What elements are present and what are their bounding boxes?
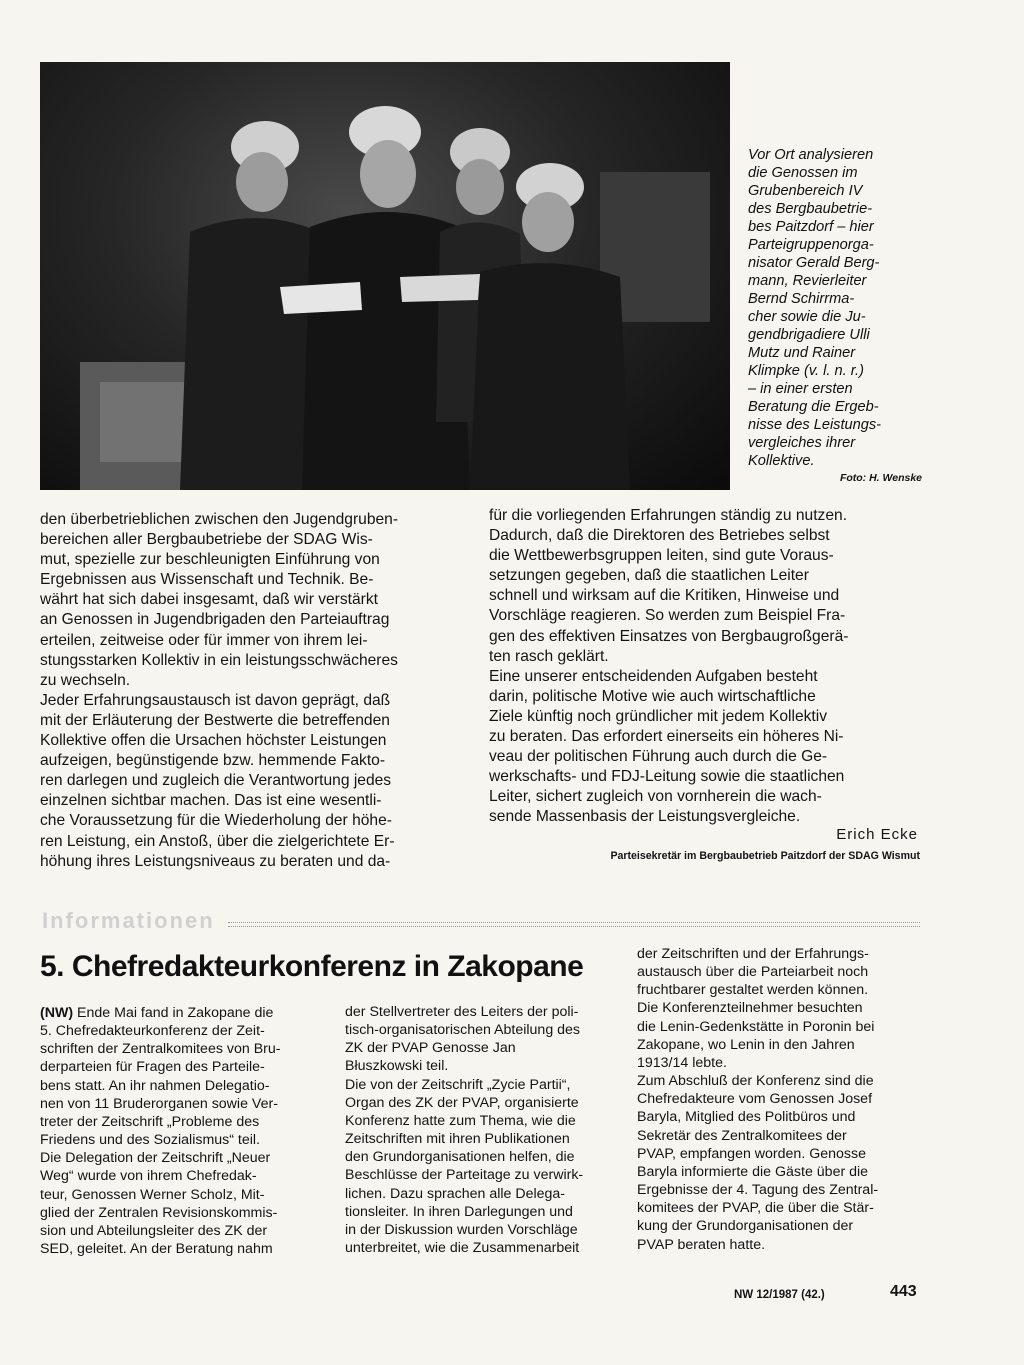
text-line: nen von 11 Bruderorganen sowie Ver- xyxy=(40,1095,278,1112)
text-line: Friedens und des Sozialismus“ teil. xyxy=(40,1132,261,1149)
text-line: austausch über die Parteiarbeit noch xyxy=(637,964,869,981)
photo-credit: Foto: H. Wenske xyxy=(839,472,922,484)
text-line: sende Massenbasis der Leistungsvergleiche. xyxy=(489,808,801,826)
text-line: Die Delegation der Zeitschrift „Neuer xyxy=(40,1150,271,1167)
caption-line: nisator Gerald Berg- xyxy=(748,255,880,271)
section-label: Informationen xyxy=(42,908,215,933)
text-line: Błuszkowski teil. xyxy=(345,1058,449,1075)
text-line: werkschafts- und FDJ-Leitung sowie die staatlichen xyxy=(489,768,845,786)
caption-line: Vor Ort analysieren xyxy=(748,147,874,163)
caption-line: die Genossen im xyxy=(748,165,858,181)
text-line: ren darlegen und zugleich die Verantwortung jedes xyxy=(40,772,392,790)
text-line: Jeder Erfahrungsaustausch ist davon geprägt, daß xyxy=(40,691,391,709)
text-line: Dadurch, daß die Direktoren des Betriebes selbst xyxy=(489,527,830,545)
text-line: höhung ihres Leistungsniveaus zu beraten und da- xyxy=(40,852,391,870)
section-divider xyxy=(228,922,920,927)
text-line: tionsleiter. In ihren Darlegungen und xyxy=(345,1203,573,1220)
text-line: in der Diskussion wurden Vorschläge xyxy=(345,1221,578,1238)
source-tag: (NW) xyxy=(40,1005,74,1021)
text-line: Sekretär des Zentralkomitees der xyxy=(637,1127,847,1144)
text-line: Leiter, sichert zugleich von vornherein die wach- xyxy=(489,788,822,806)
text-line: setzungen gegeben, daß die staatlichen Leiter xyxy=(489,567,809,585)
text-line: Kollektive offen die Ursachen höchster Leistungen xyxy=(40,732,387,750)
text-line: einzelnen sichtbar machen. Das ist eine wesentli- xyxy=(40,792,382,810)
text-line: Eine unserer entscheidenden Aufgaben besteht xyxy=(489,667,818,685)
caption-line: cher sowie die Ju- xyxy=(748,309,866,325)
text-line: Ziele künftig noch gründlicher mit jedem Kollektiv xyxy=(489,707,828,725)
text-line: Ergebnissen aus Wissenschaft und Technik. Be- xyxy=(40,571,374,589)
article1-column-right xyxy=(489,506,917,828)
text-line: für die vorliegenden Erfahrungen ständig zu nutzen. xyxy=(489,507,848,524)
text-line: schnell und wirksam auf die Kritiken, Hinweise und xyxy=(489,587,840,605)
text-line: teur, Genossen Werner Scholz, Mit- xyxy=(40,1186,265,1203)
caption-line: Klimpke (v. l. n. r.) xyxy=(748,363,864,379)
text-line: Organ des ZK der PVAP, organisierte xyxy=(345,1094,579,1111)
caption-line: vergleiches ihrer xyxy=(748,435,856,451)
caption-line: des Bergbaubetrie- xyxy=(748,201,873,217)
text-line: ZK der PVAP Genosse Jan xyxy=(345,1040,516,1057)
photo-caption xyxy=(748,146,923,470)
caption-line: Bernd Schirrma- xyxy=(748,291,855,307)
caption-line: Beratung die Ergeb- xyxy=(748,399,879,415)
text-line: schriften der Zentralkomitees von Bru- xyxy=(40,1041,281,1058)
text-line: mut, spezielle zur beschleunigten Einführung von xyxy=(40,551,380,569)
caption-line: Mutz und Rainer xyxy=(748,345,856,361)
text-line: tisch-organisatorischen Abteilung des xyxy=(345,1022,581,1039)
text-line: kung der Grundorganisationen der xyxy=(637,1218,854,1235)
caption-line: Kollektive. xyxy=(748,453,815,469)
text-line: zu beraten. Das erfordert einerseits ein höheres Ni- xyxy=(489,728,844,746)
miners-photo-illustration xyxy=(40,62,730,490)
article2-column-3 xyxy=(637,945,920,1254)
text-line: Vorschläge reagieren. So werden zum Beispiel Fra- xyxy=(489,607,846,625)
text-line: der Stellvertreter des Leiters der poli- xyxy=(345,1004,579,1020)
text-line: an Genossen in Jugendbrigaden den Parteiauftrag xyxy=(40,611,390,629)
text-line: Ergebnisse der 4. Tagung des Zentral- xyxy=(637,1182,879,1199)
text-line: der Zeitschriften und der Erfahrungs- xyxy=(637,946,869,962)
text-line: Beschlüsse der Parteitage zu verwirk- xyxy=(345,1167,584,1184)
text-line: fruchtbarer gestaltet werden können. xyxy=(637,982,869,999)
text-line: Zakopane, wo Lenin in den Jahren xyxy=(637,1036,855,1053)
article2-column-1 xyxy=(40,1004,320,1258)
issue-reference: NW 12/1987 (42.) xyxy=(734,1289,825,1301)
text-line: Konferenz hatte zum Thema, wie die xyxy=(345,1112,576,1129)
text-line: mit der Erläuterung der Bestwerte die betreffenden xyxy=(40,711,390,729)
article2-headline: 5. Chefredakteurkonferenz in Zakopane xyxy=(40,950,584,983)
author-role: Parteisekretär im Bergbaubetrieb Paitzdorf der SDAG Wismut xyxy=(610,850,920,862)
text-line: derparteien für Fragen des Parteile- xyxy=(40,1059,265,1076)
text-line: Baryla, Mitglied des Politbüros und xyxy=(637,1109,856,1126)
text-line: Weg“ wurde von ihrem Chefredak- xyxy=(40,1168,257,1185)
text-line: lichen. Dazu sprachen alle Delega- xyxy=(345,1185,566,1202)
text-line: 5. Chefredakteurkonferenz der Zeit- xyxy=(40,1023,265,1040)
text-line: Zeitschriften mit ihren Publikationen xyxy=(345,1131,570,1148)
text-line: Die Konferenzteilnehmer besuchten xyxy=(637,1000,863,1017)
text-line: che Voraussetzung für die Wiederholung der höhe- xyxy=(40,812,392,830)
article2-column-2 xyxy=(345,1003,622,1257)
text-line: stungsstarken Kollektiv in ein leistungsschwächeres xyxy=(40,651,398,669)
text-line: währt hat sich dabei insgesamt, daß wir verstärkt xyxy=(40,591,378,609)
text-line: bens statt. An ihr nahmen Delegatio- xyxy=(40,1077,270,1094)
text-line: glied der Zentralen Revisionskommis- xyxy=(40,1204,278,1221)
text-line: SED, geleitet. An der Beratung nahm xyxy=(40,1241,273,1258)
text-line: treter der Zeitschrift „Probleme des xyxy=(40,1113,260,1130)
text-line: den überbetrieblichen zwischen den Jugendgruben- xyxy=(40,511,399,528)
text-line xyxy=(40,1004,320,1022)
text-line: PVAP, empfangen worden. Genosse xyxy=(637,1145,866,1162)
text-line: 1913/14 lebte. xyxy=(637,1054,727,1071)
text-line: ren Leistung, ein Anstoß, über die zielgerichtete Er- xyxy=(40,832,395,850)
text-line: die Wettbewerbsgruppen leiten, sind gute Voraus- xyxy=(489,547,834,565)
text-line: den Grundorganisationen helfen, die xyxy=(345,1149,575,1166)
miners-photo xyxy=(40,62,730,490)
caption-line: nisse des Leistungs- xyxy=(748,417,882,433)
text-line: sion und Abteilungsleiter des ZK der xyxy=(40,1222,268,1239)
caption-line: Grubenbereich IV xyxy=(748,183,863,199)
text-line: erteilen, zeitweise oder für immer von ihrem lei- xyxy=(40,631,368,649)
text-line: Baryla informierte die Gäste über die xyxy=(637,1163,869,1180)
text-line: darin, politische Motive wie auch wirtschaftliche xyxy=(489,687,816,705)
caption-line: bes Paitzdorf – hier xyxy=(748,219,874,235)
text-line: Ende Mai fand in Zakopane die xyxy=(77,1005,274,1021)
text-line: veau der politischen Führung auch durch die Ge- xyxy=(489,748,828,766)
caption-line: mann, Revierleiter xyxy=(748,273,867,289)
caption-line: – in einer ersten xyxy=(748,381,853,397)
text-line: die Lenin-Gedenkstätte in Poronin bei xyxy=(637,1018,875,1035)
caption-line: Parteigruppenorga- xyxy=(748,237,874,253)
text-line: bereichen aller Bergbaubetriebe der SDAG Wis- xyxy=(40,531,373,549)
article1-column-left xyxy=(40,510,468,872)
text-line: aufzeigen, begünstigende bzw. hemmende Fakto- xyxy=(40,752,386,770)
text-line: Zum Abschluß der Konferenz sind die xyxy=(637,1073,874,1090)
caption-line: gendbrigadiere Ulli xyxy=(748,327,870,343)
text-line: ten rasch geklärt. xyxy=(489,647,609,665)
author-name: Erich Ecke xyxy=(836,826,918,843)
text-line: unterbreitet, wie die Zusammenarbeit xyxy=(345,1240,580,1257)
text-line: zu wechseln. xyxy=(40,671,131,689)
text-line: Chefredakteure vom Genossen Josef xyxy=(637,1091,873,1108)
text-line: gen des effektiven Einsatzes von Bergbaugroßgerä- xyxy=(489,627,849,645)
text-line: Die von der Zeitschrift „Zycie Partii“, xyxy=(345,1076,571,1093)
page-number: 443 xyxy=(890,1283,917,1300)
text-line: PVAP beraten hatte. xyxy=(637,1236,766,1253)
text-line: komitees der PVAP, die über die Stär- xyxy=(637,1200,874,1217)
